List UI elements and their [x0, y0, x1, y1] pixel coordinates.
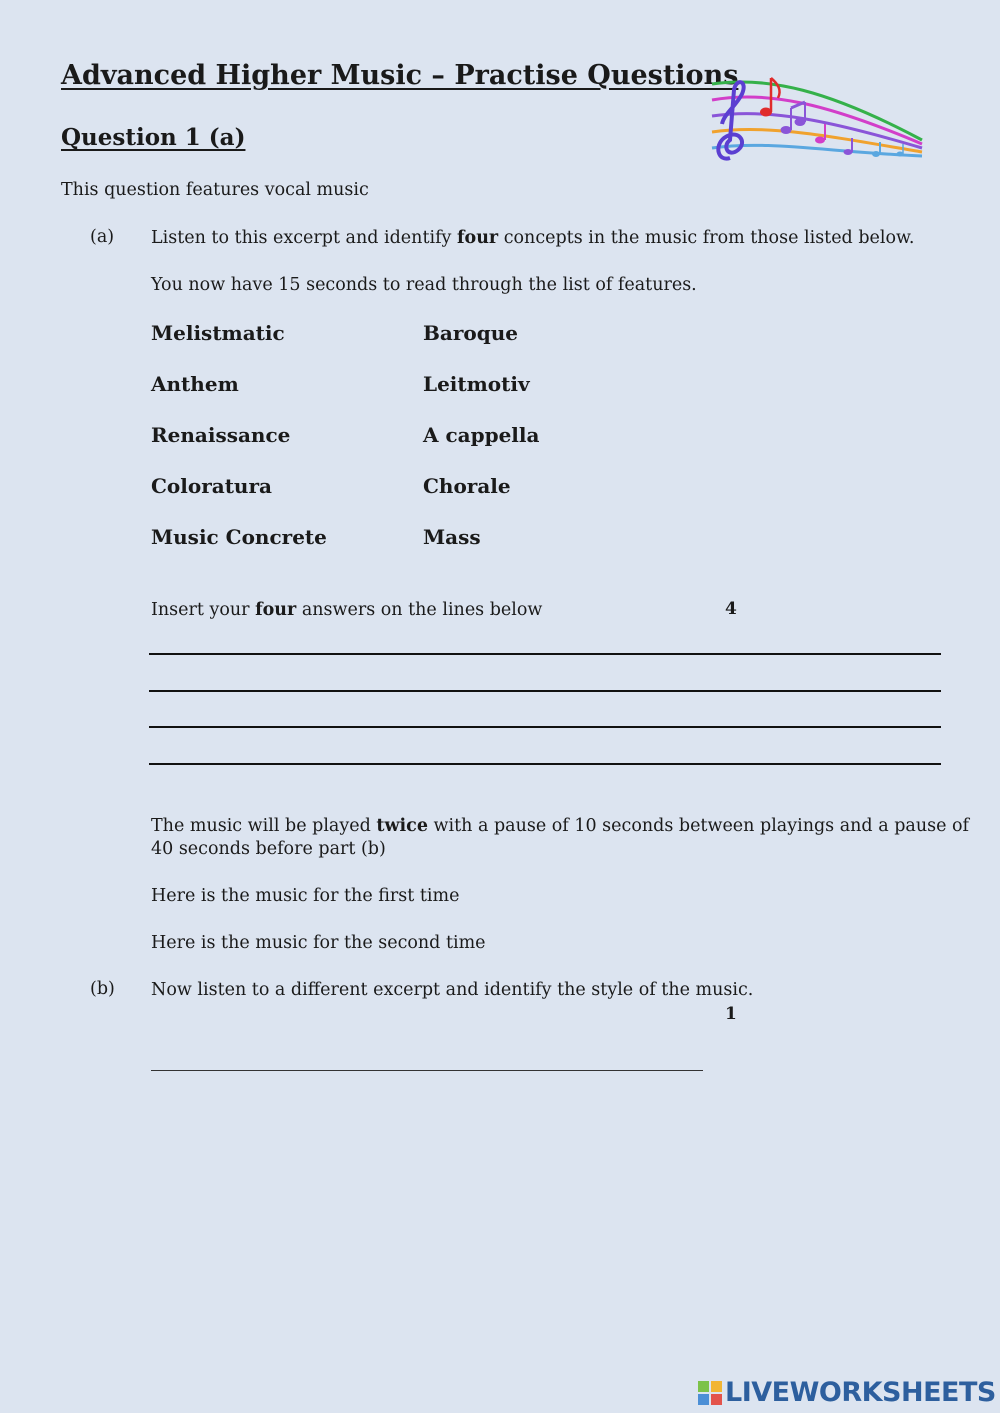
option-right-5: Mass: [423, 525, 481, 549]
answer-line-1[interactable]: [149, 653, 941, 655]
first-time-text: Here is the music for the first time: [151, 886, 460, 906]
answer-line-part-b[interactable]: [151, 1070, 703, 1071]
reading-time-text: You now have 15 seconds to read through the list of features.: [151, 275, 697, 295]
answers-prompt-start: Insert your: [151, 600, 256, 620]
option-right-4: Chorale: [423, 474, 511, 498]
liveworksheets-logo[interactable]: [698, 1377, 996, 1408]
answers-prompt: [151, 599, 542, 622]
marks-part-a: 4: [725, 599, 737, 619]
part-a-instruction-start: Listen to this excerpt and identify: [151, 228, 457, 248]
answer-line-4[interactable]: [149, 763, 941, 765]
answers-prompt-emphasis: four: [255, 600, 297, 620]
answer-line-2[interactable]: [149, 690, 941, 692]
part-b-label: (b): [90, 979, 115, 999]
answer-line-3[interactable]: [149, 726, 941, 728]
option-left-1: Melistmatic: [151, 321, 285, 345]
option-right-2: Leitmotiv: [423, 372, 530, 396]
option-left-3: Renaissance: [151, 423, 291, 447]
page-title: Advanced Higher Music – Practise Questions: [61, 60, 739, 91]
playback-text-start: The music will be played: [151, 816, 377, 836]
answers-prompt-end: answers on the lines below: [296, 600, 543, 620]
playback-text-end: with a pause of 10 seconds between playings and a pause of: [427, 816, 970, 836]
part-b-instruction: Now listen to a different excerpt and identify the style of the music.: [151, 980, 754, 1000]
question-heading: Question 1 (a): [61, 124, 246, 151]
playback-text-emphasis: twice: [376, 816, 428, 836]
part-a-instruction: [151, 227, 914, 250]
option-left-5: Music Concrete: [151, 525, 327, 549]
playback-text-line-1: [151, 815, 969, 838]
part-a-label: (a): [90, 227, 115, 247]
part-a-instruction-emphasis: four: [457, 228, 499, 248]
option-right-3: A cappella: [423, 423, 540, 447]
marks-part-b: 1: [725, 1004, 737, 1024]
playback-text-line-2: 40 seconds before part (b): [151, 839, 386, 859]
option-left-2: Anthem: [151, 372, 239, 396]
intro-text: This question features vocal music: [61, 180, 369, 200]
liveworksheets-icon: [698, 1381, 722, 1405]
music-notes-image: [708, 70, 928, 175]
second-time-text: Here is the music for the second time: [151, 933, 486, 953]
logo-text: LIVEWORKSHEETS: [725, 1377, 996, 1408]
option-right-1: Baroque: [423, 321, 518, 345]
option-left-4: Coloratura: [151, 474, 272, 498]
part-a-instruction-end: concepts in the music from those listed below.: [498, 228, 915, 248]
